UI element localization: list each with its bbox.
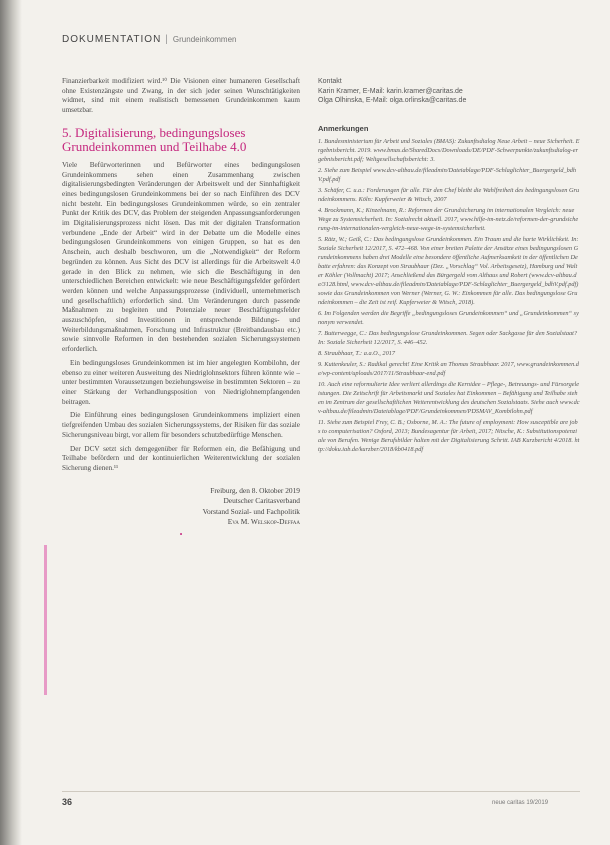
- note-item: 11. Siehe zum Beispiel Frey, C. B.; Osborne, M. A.: The future of employment: How susceptible are jobs to computerisation? Oxford, 2013; Bundesagentur für Arbeit, 2017; Nitsche, K.: Substitutionspotenziale von Berufen. Wenige Berufsbilder halten mit der Digitalisierung Schritt. IAB Kurzbericht 4/2018. http://doku.iab.de/kurzber/2018/kb0418.pdf: [318, 419, 580, 453]
- note-item: 10. Auch eine reformulierte Idee verliert allerdings die Kernidee – Pflege-, Betreuungs- und Fürsorgeleistungen. Die Zeitschrift für Arbeitsmarkt und Soziales hat Einkommen – Befähigung und Teilhabe stehen im Zentrum der gesellschaftlichen Weiterentwicklung des deutschen Sozialstaats. Siehe auch www.dcv-altbau.de/fileadmin/Dateiablage/PDF/Grundeinkommen/PDSMAV_Kombilohn.pdf: [318, 381, 580, 415]
- note-item: 6. Im Folgenden werden die Begriffe „bedingungsloses Grundeinkommen“ und „Grundeinkommen“ synonym verwendet.: [318, 310, 579, 326]
- margin-accent-line: [44, 545, 47, 695]
- footer-divider: [62, 791, 580, 792]
- signature-org: Deutscher Caritasverband: [223, 496, 300, 506]
- note-item: 4. Brockmann, K.; Kinzelmann, R.: Reformen der Grundsicherung im internationalen Vergleich: neue Wege zu Systemsicherheit. In: Sozialrecht aktuell. 2017, www.hilfe-im-netz.de/reformen-der-grundsicherung-im-internationalen-vergleich-neue-wege-in-systemsicherheit.: [318, 207, 579, 232]
- signature-dept: Vorstand Sozial- und Fachpolitik: [202, 506, 300, 516]
- signature-name: Eva M. Welskop-Deffaa: [227, 517, 300, 527]
- scan-shadow-edge: [0, 0, 22, 845]
- contact-line-1: Karin Kramer, E-Mail: karin.kramer@caritas.de: [318, 87, 463, 95]
- signature-date: Freiburg, den 8. Oktober 2019: [210, 485, 300, 495]
- notes-heading: Anmerkungen: [318, 123, 369, 133]
- page-number: 36: [62, 797, 73, 807]
- note-item: 3. Schäfer, C. u.a.: Forderungen für alle. Für den Chef bleibt die Wahlfreiheit des bedingungslosen Grundeinkommens. Köln: Kupferweier & Witsch, 2007: [318, 187, 580, 203]
- journal-issue: neue caritas 19/2019: [492, 800, 549, 806]
- body-paragraph-1: Viele Befürworterinnen und Befürworter eines bedingungslosen Grundeinkommens sehen einen Zusammenhang zwischen digitalisierungsbedingten Veränderungen der Arbeitswelt und der Sinnhaftigkeit eines bedingungslosen Grundeinkommens bei der so nach Einführen des DCV nicht besteht. Ein bedingungsloses Grundeinkommen würde, so ein zentraler Punkt der Kritik des DCV, das Problem der steigenden Anpassungsanforderungen im Digitalisierungsprozess nicht lösen. Das mit der digitalen Transformation verbundene „Ende der Arbeit“ wird in der Debatte um die Modelle eines bedingungslosen Grundeinkommens von einigen Gruppen, so hat es den Anschein, auch deshalb beschworen, um die „Notwendigkeit“ der Reform begründen zu können. Aus Sicht des DCV ist allerdings für die Arbeitswelt 4.0 gerade in den Blick zu nehmen, wie sich die Beschäftigung in den unterschiedlichen Bereichen entwickelt: wie neue Beschäftigungsfelder gefördert werden können und welche Anpassungsprozesse (individuell, unternehmerisch und gesellschaftlich) erforderlich sind. Um Veränderungen durch passende Maßnahmen zu begleiten und Potenziale neuer Beschäftigungsfelder auszuschöpfen, sind Investitionen in entsprechende Bildungs- und Weiterbildungsmaßnahmen, Forschung und Infrastruktur (Breitbandausbau etc.) sowie sinnvolle Reformen in den bestehenden sozialen Sicherungssystemen erforderlich.: [62, 160, 300, 354]
- note-item: 2. Siehe zum Beispiel www.dcv-altbau.de/fileadmin/Dateiablage/PDF-Schlaglichter_Buergergeld_bdhV.pdf.pdf: [318, 167, 577, 183]
- body-paragraph-4: Der DCV setzt sich demgegenüber für Reformen ein, die Befähigung und Teilhabe befördern und der kontinuierlichen Weiterentwicklung der sozialen Sicherung dienen.¹¹: [62, 444, 300, 472]
- section-heading: 5. Digitalisierung, bedingungsloses Grundeinkommen und Teilhabe 4.0: [62, 124, 247, 155]
- note-item: 8. Straubhaar, T.: a.a.O., 2017: [318, 350, 396, 357]
- header-separator: |: [165, 34, 169, 45]
- section-label: DOKUMENTATION: [62, 34, 162, 45]
- page-header: [62, 34, 237, 45]
- note-item: 9. Kuttenkeuler, S.: Radikal gerecht! Eine Kritik an Thomas Straubhaar. 2017, www.grundeinkommen.de/wp-content/uploads/2017/11/Straubhaar-end.pdf: [318, 361, 579, 377]
- note-item: 7. Butterwegge, C.: Das bedingungslose Grundeinkommen. Segen oder Sackgasse für den Sozialstaat? In: Soziale Sicherheit 12/2017, S. 446–452.: [318, 330, 578, 346]
- body-paragraph-3: Die Einführung eines bedingungslosen Grundeinkommens impliziert einen tiefgreifenden Umbau des sozialen Sicherungssystems, der Risiken für das soziale Sicherungsniveau birgt, vor allem für besonders schutzbedürftige Menschen.: [62, 411, 300, 439]
- note-item: 5. Rätz, W.; Geiß, C.: Das bedingungslose Grundeinkommen. Ein Traum und die harte Wirklichkeit. In: Soziale Sicherheit 12/2017, S. 472–468. Von einer breiten Palette der Ansätze eines bedingungslosen Grundeinkommens haben drei Modelle eine besondere öffentliche Aufmerksamkeit in der öffentlichen Debatte erfahren: das Konzept von Straubhaar (Dez. „Vorschlag“ Vol. Arbeitsgesetz), Hamburg und Walter Köhler (Vollmacht) 2017; Anschließend das Bürgergeld vom Althaus und Robert (www.dcv-altbau.de/3128.html, www.dcv-altbau.de/fileadmin/Dateiablage/PDF-Schlaglichter_Buergergeld_bdhV.pdf.pdf) sowie das Grundeinkommen von Werner (Werner, G. W.: Einkommen für alle. Das bedingungslose Grundeinkommen – die Zeit ist reif. Kupferweier & Witsch, 2018).: [318, 236, 579, 306]
- right-column: [318, 77, 580, 456]
- section-topic: Grundeinkommen: [172, 35, 237, 44]
- contact-line-2: Olga Olhinska, E-Mail: olga.orlinska@caritas.de: [318, 97, 467, 104]
- body-paragraph-2: Ein bedingungsloses Grundeinkommen ist im hier angelegten Kombilohn, der ebenso zu einer weiteren Ausweitung des Niedriglohnsektors führen könnte wie – unter bestimmten Voraussetzungen beziehungsweise in bestimmten Sektoren – zu einer Stärkung der Verhandlungsposition von Niedriglohnempfangenden beitragen.: [62, 358, 300, 406]
- contact-label: Kontakt: [318, 78, 342, 85]
- intro-paragraph: Finanzierbarkeit modifiziert wird.¹⁰ Die Visionen einer humaneren Gesellschaft ohne Existenzängste und Zwang, in der sich jeder seinen Wunschtätigkeiten widmet, sind mit einem realistisch bemessenen Grundeinkommen kaum umsetzbar.: [62, 77, 300, 115]
- left-column: [62, 77, 300, 539]
- end-mark: •: [179, 529, 183, 539]
- signature-block: [62, 486, 300, 528]
- note-item: 1. Bundesministerium für Arbeit und Soziales (BMAS): Zukunftsdialog Neue Arbeit – neue Sicherheit. Ergebnisbericht. 2019. www.bmas.de/SharedDocs/Downloads/DE/PDF-Schwerpunkte/zukunftsdialog-ergebnisbericht.pdf; Weltgesellschaftsbericht: 3.: [318, 138, 580, 163]
